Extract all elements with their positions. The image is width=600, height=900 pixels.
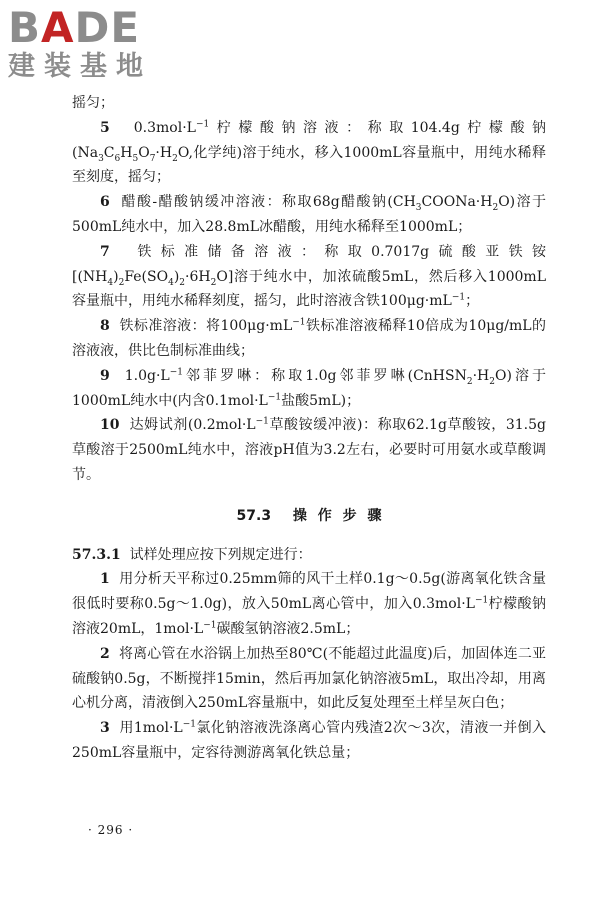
text: 0.3mol·L [133, 119, 196, 136]
subscript: 4 [107, 277, 114, 288]
text: O)溶于500mL纯水中，加入28.8mL冰醋酸，用纯水稀释至1000mL； [72, 194, 547, 235]
subscript: 2 [118, 277, 125, 288]
superscript: −1 [292, 317, 306, 328]
subscript: 3 [415, 202, 422, 213]
subscript: 4 [168, 277, 174, 288]
subscript: 2 [172, 153, 178, 164]
text: H [120, 144, 133, 161]
text: ) [173, 268, 180, 285]
text: ·6H [185, 268, 211, 285]
subscript: 2 [466, 376, 473, 387]
text: Fe(SO [124, 268, 169, 285]
text: 铁标准储备溶液：称取0.7017g硫酸亚铁铵[(NH [72, 243, 546, 285]
subscript: 3 [98, 153, 104, 164]
text: 达姆试剂(0.2mol·L [129, 417, 256, 434]
reagent-item-8 [72, 314, 546, 364]
item-number: 5 [100, 119, 110, 136]
subscript: 5 [132, 153, 139, 164]
item-number: 3 [100, 720, 110, 737]
subscript: 2 [210, 277, 217, 288]
text: COONa·H [421, 194, 493, 211]
section-number: 57.3 [236, 507, 272, 524]
section-heading [72, 504, 546, 529]
text: 将离心管在水浴锅上加热至80℃(不能超过此温度)后，加固体连二亚硫酸钠0.5g，不断搅拌15min，然后再加氯化钠溶液5mL，取出冷却，用离心机分离，清液倒入250mL容量瓶中，如此反复处理至土样呈灰白色； [72, 645, 546, 712]
text: ) [113, 268, 119, 285]
continuation-text: 摇匀； [72, 95, 114, 111]
text: O]溶于纯水中，加浓硫酸5mL，然后移入1000mL容量瓶中，用纯水稀释刻度，摇匀，此时溶液含铁100μg·mL [72, 268, 546, 310]
text: ； [465, 293, 480, 310]
clause-number: 57.3.1 [72, 546, 121, 563]
subscript: 7 [149, 153, 156, 164]
text: 盐酸5mL)； [281, 392, 361, 409]
reagent-item-5 [72, 116, 546, 190]
logo-wordmark [8, 3, 178, 52]
reagent-item-9 [72, 364, 546, 414]
logo-letters-de: DE [74, 3, 141, 52]
text: 柠檬酸钠溶液：称取104.4g柠檬酸钠(Na [72, 119, 547, 161]
page-body [72, 91, 546, 766]
text: 邻菲罗啉：称取1.0g邻菲罗啉(CnHSN [182, 367, 467, 384]
reagent-item-6 [72, 190, 546, 240]
reagent-item-10 [72, 413, 546, 487]
text: 铁标准溶液：将100μg·mL [119, 318, 293, 335]
logo-letter-b: B [8, 3, 42, 52]
text: O,化学纯)溶于纯水，移入1000mL容量瓶中，用纯水稀释至刻度，摇匀； [72, 144, 546, 186]
subscript: 2 [179, 277, 186, 288]
step-item-2 [72, 642, 546, 716]
text: 用1mol·L [119, 720, 183, 737]
item-number: 6 [100, 194, 110, 211]
text: O [138, 144, 150, 161]
text: 铁标准溶液稀释10倍成为10μg/mL的溶液液，供比色制标准曲线； [72, 318, 546, 359]
text: 柠檬酸钠溶液20mL，1mol·L [72, 596, 546, 637]
text: 碳酸氢钠溶液2.5mL； [216, 620, 360, 637]
superscript: −1 [203, 620, 217, 631]
subscript: 2 [492, 202, 499, 213]
text: ·H [472, 367, 490, 384]
superscript: −1 [195, 119, 210, 130]
subscript: 6 [114, 153, 121, 164]
item-number: 9 [100, 367, 110, 384]
logo-letter-a: A [41, 3, 75, 52]
step-item-1 [72, 567, 546, 641]
text: 氯化钠溶液洗涤离心管内残渣2次～3次，清液一并倒入250mL容量瓶中，定容待测游离氧化铁总量； [72, 720, 546, 761]
clause-text: 试样处理应按下列规定进行： [129, 546, 312, 563]
item-number: 8 [100, 318, 110, 335]
item-number: 1 [100, 571, 110, 588]
item-number: 2 [100, 645, 110, 662]
reagent-item-7 [72, 240, 546, 314]
text: 草酸铵缓冲液)：称取62.1g草酸铵，31.5g草酸溶于2500mL纯水中，溶液pH值为3.2左右，必要时可用氨水或草酸调节。 [72, 417, 546, 483]
publisher-logo [8, 3, 178, 82]
step-item-3 [72, 716, 546, 766]
text: 醋酸-醋酸钠缓冲溶液：称取68g醋酸钠(CH [121, 194, 416, 211]
text: C [103, 144, 115, 161]
page-number: · 296 · [88, 823, 134, 837]
subscript: 2 [489, 376, 495, 387]
item-number: 10 [100, 417, 120, 434]
superscript: −1 [182, 719, 196, 730]
superscript: −1 [267, 391, 282, 402]
superscript: −1 [169, 367, 183, 378]
section-title: 操 作 步 骤 [292, 507, 382, 524]
clause-57-3-1 [72, 543, 546, 568]
logo-chinese-text: 建装基地 [8, 51, 152, 82]
superscript: −1 [474, 595, 489, 606]
text: 用分析天平称过0.25mm筛的风干土样0.1g～0.5g(游离氧化铁含量很低时要称0.5g～1.0g)，放入50mL离心管中，加入0.3mol·L [72, 571, 547, 613]
text: ·H [155, 144, 173, 161]
superscript: −1 [255, 416, 269, 427]
item-number: 7 [100, 243, 110, 260]
text: O)溶于1000mL纯水中(内含0.1mol·L [72, 367, 547, 409]
superscript: −1 [451, 292, 466, 303]
text: 1.0g·L [124, 367, 170, 384]
